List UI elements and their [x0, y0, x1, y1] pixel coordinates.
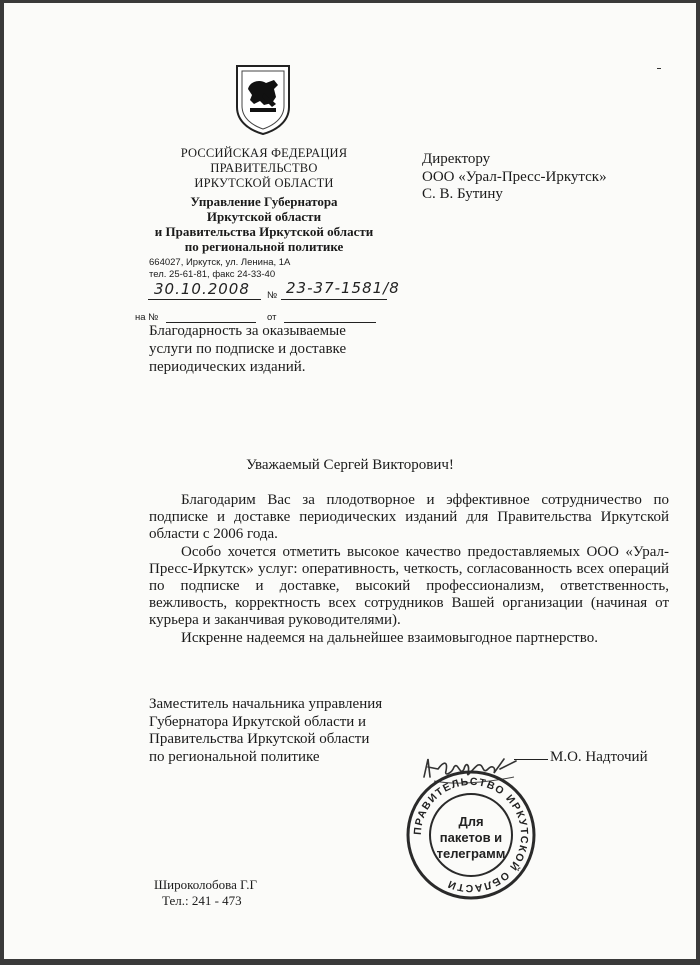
reply-to-label: на №: [135, 312, 159, 323]
subject-line-3: периодических изданий.: [149, 359, 306, 375]
letter-page: [4, 3, 696, 959]
position-line-2: Губернатора Иркутской области и: [149, 713, 367, 730]
header-region: ИРКУТСКОЙ ОБЛАСТИ: [194, 176, 334, 190]
subject-line-1: Благодарность за оказываемые: [149, 323, 346, 339]
corner-mark: [657, 68, 661, 72]
recipient-line-1: Директору: [422, 151, 491, 167]
registration-date: 30.10.2008: [154, 280, 250, 298]
recipient-line-3: С. В. Бутину: [422, 186, 503, 202]
subject-block: [149, 322, 399, 376]
signatory-name: М.О. Надточий: [550, 749, 648, 765]
organization-stamp: [404, 768, 538, 902]
address-line-2: тел. 25-61-81, факс 24-33-40: [149, 269, 276, 280]
body-paragraph-3: Искренне надеемся на дальнейшее взаимовыгодное партнерство.: [181, 629, 598, 646]
position-line-3: Правительства Иркутской области: [149, 731, 370, 748]
number-sign: №: [267, 290, 278, 301]
dept-line-1: Управление Губернатора: [190, 194, 338, 209]
position-line-4: по региональной политике: [149, 748, 320, 765]
registration-number: 23-37-1581/8: [286, 279, 400, 297]
date-underline: [148, 299, 261, 300]
coat-of-arms-icon: [234, 63, 292, 135]
executor-block: [154, 877, 257, 909]
subject-line-2: услуги по подписке и доставке: [149, 341, 347, 357]
dept-line-4: по региональной политике: [184, 239, 344, 254]
recipient-line-2: ООО «Урал-Пресс-Иркутск»: [422, 168, 607, 185]
header-government: ПРАВИТЕЛЬСТВО: [210, 161, 318, 175]
stamp-line-3: телеграмм: [436, 846, 506, 861]
from-label: от: [267, 312, 277, 323]
body-paragraph-1: Благодарим Вас за плодотворное и эффективное сотрудничество по подписке и доставке периодических изданий для Правительства Иркутской области с 2006 года.: [149, 492, 669, 543]
position-line-1: Заместитель начальника управления: [149, 696, 383, 712]
stamp-line-2: пакетов и: [439, 830, 503, 845]
signature-dash: [514, 759, 548, 760]
dept-line-2: Иркутской области: [206, 209, 322, 224]
greeting: Уважаемый Сергей Викторович!: [246, 457, 454, 473]
letter-body: [149, 492, 669, 647]
executor-name: Широколобова Г.Г: [154, 877, 257, 892]
header-federation: РОССИЙСКАЯ ФЕДЕРАЦИЯ: [180, 146, 348, 160]
dept-line-3: и Правительства Иркутской области: [154, 224, 374, 239]
number-underline: [281, 299, 387, 300]
recipient-block: [422, 151, 607, 204]
address-line-1: 664027, Иркутск, ул. Ленина, 1А: [149, 257, 291, 268]
signatory-position: [149, 696, 382, 766]
executor-phone: Тел.: 241 - 473: [162, 893, 242, 908]
stamp-line-1: Для: [458, 814, 484, 829]
body-paragraph-2: Особо хочется отметить высокое качество предоставляемых ООО «Урал-Пресс-Иркутск» услуг: оперативность, четкость, согласованность всех операций по подписке и доставке, высокий профессионализм, ответственность, вежливость, корректность всех сотрудников Вашей организации (начиная от курьера и заканчивая руководителями).: [149, 543, 669, 629]
stamp-ring-text: ПРАВИТЕЛЬСТВО ИРКУТСКОЙ ОБЛАСТИ: [411, 775, 531, 895]
